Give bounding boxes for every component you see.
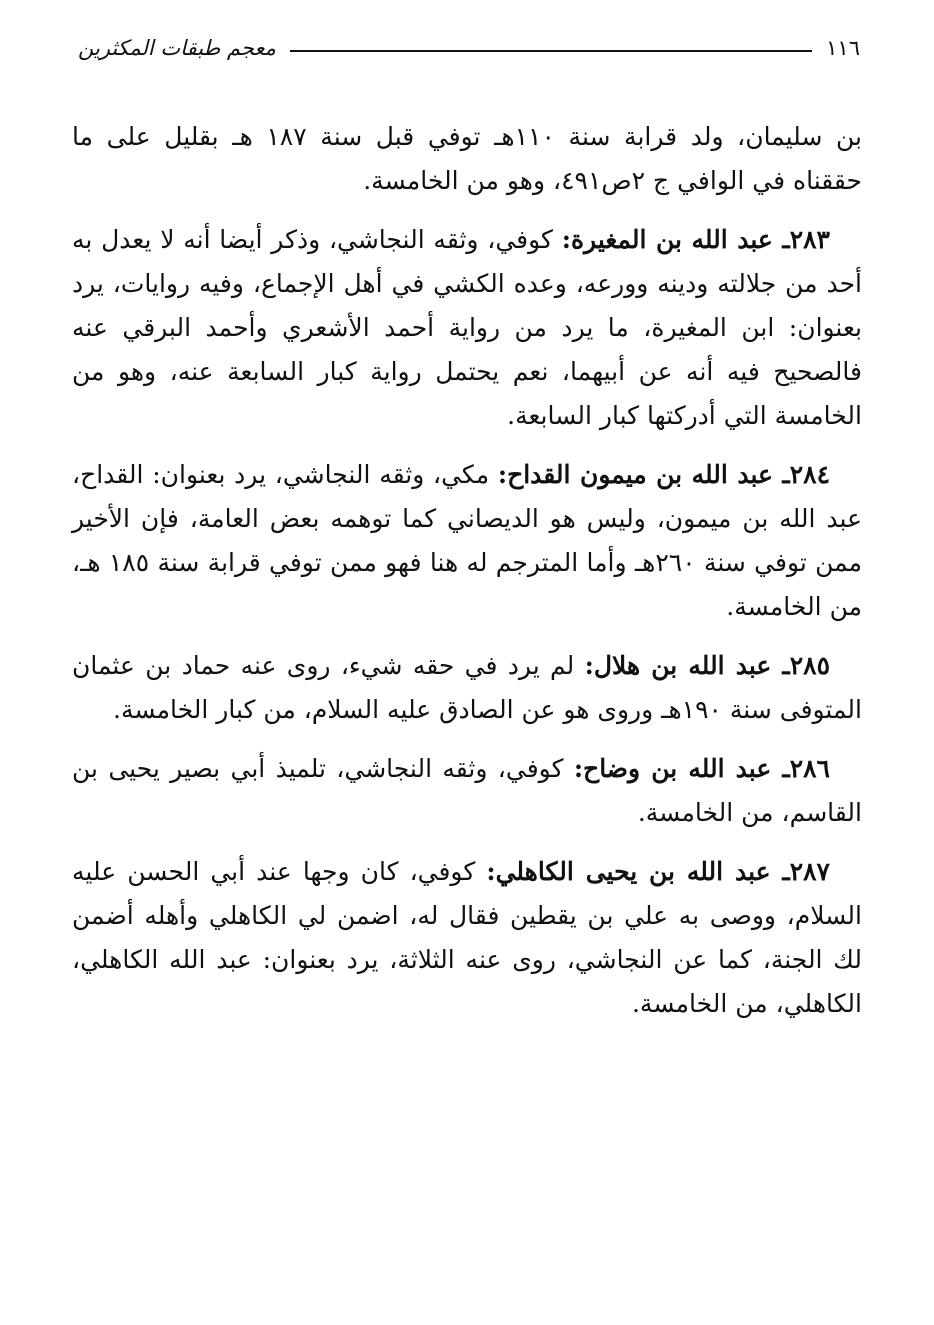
page-number: ١١٦ (826, 36, 860, 60)
paragraph-text: بن سليمان، ولد قرابة سنة ١١٠هـ توفي قبل سنة ١٨٧ هـ بقليل على ما حققناه في الوافي ج ٢ص٤٩١، وهو من الخامسة. (72, 122, 863, 195)
entry-heading: ٢٨٤ـ عبد الله بن ميمون القداح: (497, 460, 831, 489)
entry-286 (72, 747, 862, 835)
entry-text: لم يرد في حقه شيء، روى عنه حماد بن عثمان المتوفى سنة ١٩٠هـ وروى هو عن الصادق عليه السلام، من كبار الخامسة. (72, 651, 862, 724)
entry-283 (72, 218, 862, 438)
page-body (72, 115, 862, 1041)
entry-heading: ٢٨٦ـ عبد الله بن وضاح: (573, 754, 830, 783)
entry-text: كوفي، كان وجها عند أبي الحسن عليه السلام، ووصى به علي بن يقطين فقال له، اضمن لي الكاهلي وأهله أضمن لك الجنة، كما عن النجاشي، روى عنه الثلاثة، يرد بعنوان: عبد الله الكاهلي، الكاهلي، من الخامسة. (72, 857, 862, 1018)
entry-heading: ٢٨٧ـ عبد الله بن يحيى الكاهلي: (486, 857, 830, 886)
entry-287 (72, 850, 862, 1026)
paragraph-continuation (72, 115, 862, 203)
entry-284 (72, 453, 862, 629)
entry-text: كوفي، وثقه النجاشي، وذكر أيضا أنه لا يعدل به أحد من جلالته ودينه وورعه، وعده الكشي في أهل الإجماع، وفيه روايات، يرد بعنوان: ابن المغيرة، ما يرد من رواية أحمد الأشعري وأحمد البرقي عنه فالصحيح فيه أنه عن أبيهما، نعم يحتمل رواية كبار السابعة عنه، وهو من الخامسة التي أدركتها كبار السابعة. (72, 225, 862, 430)
entry-text: كوفي، وثقه النجاشي، تلميذ أبي بصير يحيى بن القاسم، من الخامسة. (72, 754, 862, 827)
entry-285 (72, 644, 862, 732)
book-title: معجم طبقات المكثرين (78, 36, 276, 60)
entry-heading: ٢٨٥ـ عبد الله بن هلال: (584, 651, 831, 680)
running-header (78, 28, 860, 68)
entry-heading: ٢٨٣ـ عبد الله بن المغيرة: (561, 225, 830, 254)
entry-text: مكي، وثقه النجاشي، يرد بعنوان: القداح، عبد الله بن ميمون، وليس هو الديصاني كما توهمه بعض العامة، فإن الأخير ممن توفي سنة ٢٦٠هـ وأما المترجم له هنا فهو ممن توفي قرابة سنة ١٨٥ هـ، من الخامسة. (72, 460, 862, 621)
header-rule (290, 50, 812, 52)
